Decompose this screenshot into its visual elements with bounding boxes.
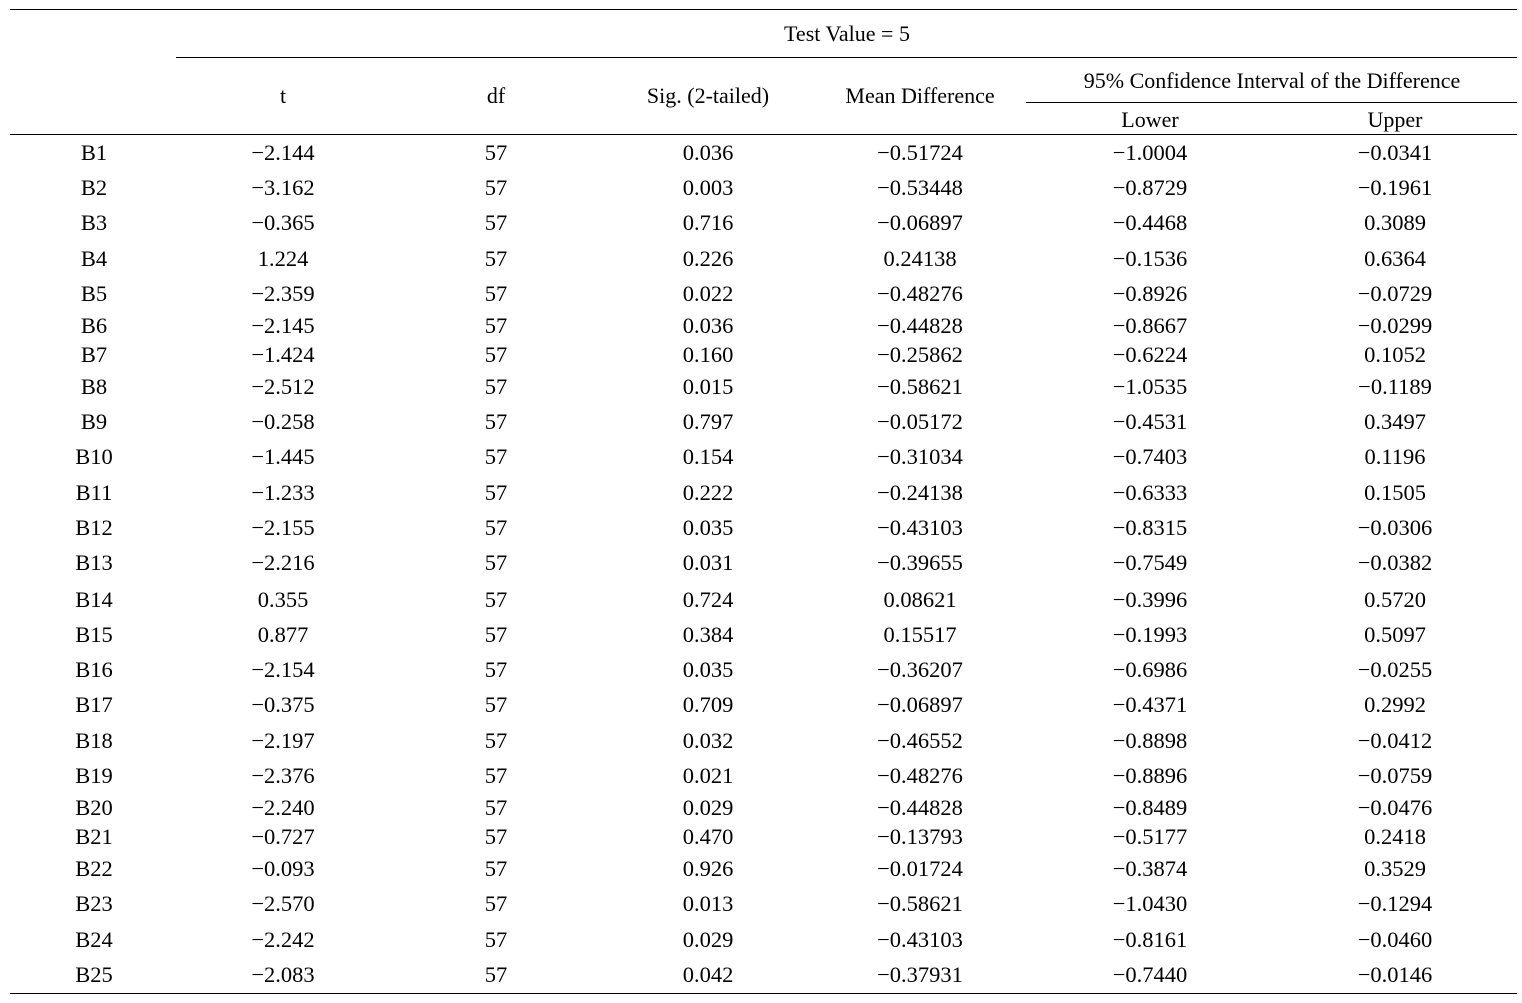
cell-upper: −0.0759 xyxy=(1357,763,1433,788)
cell-upper: 0.3089 xyxy=(1364,210,1426,235)
cell-lower: −0.5177 xyxy=(1112,824,1188,849)
test-value-label: Test Value = 5 xyxy=(784,21,910,46)
cell-mean-difference: −0.36207 xyxy=(877,657,963,682)
cell-df: 57 xyxy=(484,962,508,987)
cell-sig: 0.709 xyxy=(682,692,734,717)
cell-upper: 0.5097 xyxy=(1364,622,1426,647)
cell-t: −1.445 xyxy=(251,444,315,469)
row-label: B24 xyxy=(75,927,113,952)
cell-t: −2.083 xyxy=(251,962,315,987)
cell-upper: −0.0255 xyxy=(1357,657,1433,682)
cell-lower: −0.7403 xyxy=(1112,444,1188,469)
row-label: B1 xyxy=(80,140,108,165)
cell-t: 1.224 xyxy=(257,246,309,271)
cell-t: −0.258 xyxy=(251,409,315,434)
cell-df: 57 xyxy=(484,927,508,952)
row-label: B22 xyxy=(75,856,113,881)
cell-t: 0.877 xyxy=(257,622,309,647)
cell-df: 57 xyxy=(484,444,508,469)
test-value-underline xyxy=(176,57,1517,58)
cell-mean-difference: −0.58621 xyxy=(877,891,963,916)
cell-t: −1.233 xyxy=(251,480,315,505)
cell-df: 57 xyxy=(484,763,508,788)
cell-df: 57 xyxy=(484,313,508,338)
row-label: B7 xyxy=(80,342,108,367)
cell-sig: 0.032 xyxy=(682,728,734,753)
col-header-lower: Lower xyxy=(1121,107,1179,132)
row-label: B20 xyxy=(75,795,113,820)
row-label: B5 xyxy=(80,281,108,306)
cell-df: 57 xyxy=(484,657,508,682)
cell-mean-difference: −0.46552 xyxy=(877,728,963,753)
row-label: B9 xyxy=(80,409,108,434)
cell-df: 57 xyxy=(484,374,508,399)
cell-upper: 0.6364 xyxy=(1364,246,1426,271)
cell-df: 57 xyxy=(484,246,508,271)
cell-lower: −0.6986 xyxy=(1112,657,1188,682)
cell-sig: 0.042 xyxy=(682,962,734,987)
cell-t: −0.093 xyxy=(251,856,315,881)
cell-upper: 0.3529 xyxy=(1364,856,1426,881)
cell-mean-difference: −0.13793 xyxy=(877,824,963,849)
cell-mean-difference: −0.25862 xyxy=(877,342,963,367)
cell-upper: 0.1196 xyxy=(1364,444,1426,469)
cell-lower: −0.8315 xyxy=(1112,515,1188,540)
cell-mean-difference: −0.01724 xyxy=(877,856,963,881)
row-label: B6 xyxy=(80,313,108,338)
cell-lower: −0.6333 xyxy=(1112,480,1188,505)
col-header-ci: 95% Confidence Interval of the Difference xyxy=(1083,68,1461,93)
cell-t: −2.145 xyxy=(251,313,315,338)
cell-df: 57 xyxy=(484,175,508,200)
cell-sig: 0.035 xyxy=(682,515,734,540)
cell-mean-difference: −0.05172 xyxy=(877,409,963,434)
cell-mean-difference: −0.39655 xyxy=(877,550,963,575)
row-label: B18 xyxy=(75,728,113,753)
cell-t: −2.197 xyxy=(251,728,315,753)
cell-upper: −0.0299 xyxy=(1357,313,1433,338)
cell-sig: 0.716 xyxy=(682,210,734,235)
cell-upper: −0.1294 xyxy=(1357,891,1433,916)
cell-t: −0.727 xyxy=(251,824,315,849)
cell-lower: −0.8667 xyxy=(1112,313,1188,338)
cell-sig: 0.003 xyxy=(682,175,734,200)
cell-sig: 0.797 xyxy=(682,409,734,434)
cell-mean-difference: 0.08621 xyxy=(883,587,957,612)
cell-upper: −0.0460 xyxy=(1357,927,1433,952)
cell-sig: 0.226 xyxy=(682,246,734,271)
cell-mean-difference: −0.53448 xyxy=(877,175,963,200)
cell-df: 57 xyxy=(484,281,508,306)
cell-t: −2.512 xyxy=(251,374,315,399)
cell-lower: −0.6224 xyxy=(1112,342,1188,367)
cell-lower: −0.8926 xyxy=(1112,281,1188,306)
cell-mean-difference: 0.15517 xyxy=(883,622,957,647)
cell-lower: −0.8898 xyxy=(1112,728,1188,753)
cell-sig: 0.022 xyxy=(682,281,734,306)
cell-upper: −0.0341 xyxy=(1357,140,1433,165)
cell-mean-difference: −0.51724 xyxy=(877,140,963,165)
cell-lower: −0.3874 xyxy=(1112,856,1188,881)
cell-mean-difference: −0.44828 xyxy=(877,795,963,820)
cell-sig: 0.724 xyxy=(682,587,734,612)
cell-lower: −0.1993 xyxy=(1112,622,1188,647)
cell-lower: −1.0535 xyxy=(1112,374,1188,399)
row-label: B8 xyxy=(80,374,108,399)
cell-t: −2.155 xyxy=(251,515,315,540)
col-header-sig: Sig. (2-tailed) xyxy=(646,83,770,108)
cell-upper: −0.0729 xyxy=(1357,281,1433,306)
cell-sig: 0.036 xyxy=(682,140,734,165)
cell-df: 57 xyxy=(484,795,508,820)
row-label: B14 xyxy=(75,587,113,612)
cell-df: 57 xyxy=(484,587,508,612)
cell-lower: −0.8161 xyxy=(1112,927,1188,952)
cell-df: 57 xyxy=(484,692,508,717)
cell-upper: 0.1052 xyxy=(1364,342,1426,367)
cell-sig: 0.035 xyxy=(682,657,734,682)
cell-t: −3.162 xyxy=(251,175,315,200)
cell-sig: 0.015 xyxy=(682,374,734,399)
cell-df: 57 xyxy=(484,856,508,881)
cell-lower: −1.0430 xyxy=(1112,891,1188,916)
cell-t: −1.424 xyxy=(251,342,315,367)
cell-lower: −0.4531 xyxy=(1112,409,1188,434)
cell-sig: 0.154 xyxy=(682,444,734,469)
row-label: B21 xyxy=(75,824,113,849)
table-bottom-rule xyxy=(10,993,1517,994)
cell-t: −2.359 xyxy=(251,281,315,306)
cell-t: −2.154 xyxy=(251,657,315,682)
cell-mean-difference: −0.37931 xyxy=(877,962,963,987)
row-label: B2 xyxy=(80,175,108,200)
cell-df: 57 xyxy=(484,409,508,434)
cell-t: −0.365 xyxy=(251,210,315,235)
cell-df: 57 xyxy=(484,824,508,849)
cell-df: 57 xyxy=(484,140,508,165)
cell-lower: −0.4371 xyxy=(1112,692,1188,717)
cell-t: −2.376 xyxy=(251,763,315,788)
cell-df: 57 xyxy=(484,891,508,916)
cell-lower: −0.3996 xyxy=(1112,587,1188,612)
cell-t: −2.242 xyxy=(251,927,315,952)
cell-mean-difference: −0.06897 xyxy=(877,210,963,235)
cell-upper: 0.3497 xyxy=(1364,409,1426,434)
cell-sig: 0.470 xyxy=(682,824,734,849)
cell-mean-difference: −0.48276 xyxy=(877,281,963,306)
cell-df: 57 xyxy=(484,622,508,647)
cell-t: −2.144 xyxy=(251,140,315,165)
cell-upper: −0.0476 xyxy=(1357,795,1433,820)
row-label: B17 xyxy=(75,692,113,717)
cell-sig: 0.013 xyxy=(682,891,734,916)
cell-lower: −0.8896 xyxy=(1112,763,1188,788)
cell-mean-difference: −0.44828 xyxy=(877,313,963,338)
row-label: B23 xyxy=(75,891,113,916)
cell-df: 57 xyxy=(484,342,508,367)
cell-df: 57 xyxy=(484,550,508,575)
cell-sig: 0.036 xyxy=(682,313,734,338)
cell-mean-difference: −0.24138 xyxy=(877,480,963,505)
cell-upper: −0.0382 xyxy=(1357,550,1433,575)
cell-df: 57 xyxy=(484,480,508,505)
col-header-mean-difference: Mean Difference xyxy=(845,83,995,108)
cell-mean-difference: 0.24138 xyxy=(883,246,957,271)
cell-mean-difference: −0.43103 xyxy=(877,927,963,952)
cell-sig: 0.926 xyxy=(682,856,734,881)
cell-upper: −0.0412 xyxy=(1357,728,1433,753)
table-top-rule xyxy=(10,9,1517,10)
cell-sig: 0.160 xyxy=(682,342,734,367)
cell-t: 0.355 xyxy=(257,587,309,612)
header-bottom-rule xyxy=(10,134,1517,135)
cell-mean-difference: −0.48276 xyxy=(877,763,963,788)
col-header-df: df xyxy=(486,83,506,108)
cell-lower: −0.1536 xyxy=(1112,246,1188,271)
cell-upper: −0.0306 xyxy=(1357,515,1433,540)
row-label: B13 xyxy=(75,550,113,575)
cell-upper: 0.2992 xyxy=(1364,692,1426,717)
row-label: B12 xyxy=(75,515,113,540)
cell-upper: 0.2418 xyxy=(1364,824,1426,849)
row-label: B11 xyxy=(75,480,113,505)
cell-mean-difference: −0.43103 xyxy=(877,515,963,540)
cell-t: −2.240 xyxy=(251,795,315,820)
cell-lower: −0.7549 xyxy=(1112,550,1188,575)
cell-t: −0.375 xyxy=(251,692,315,717)
cell-df: 57 xyxy=(484,515,508,540)
cell-lower: −0.8489 xyxy=(1112,795,1188,820)
row-label: B10 xyxy=(75,444,113,469)
row-label: B16 xyxy=(75,657,113,682)
cell-upper: 0.5720 xyxy=(1364,587,1426,612)
cell-lower: −0.7440 xyxy=(1112,962,1188,987)
cell-upper: −0.1189 xyxy=(1358,374,1432,399)
cell-df: 57 xyxy=(484,728,508,753)
row-label: B4 xyxy=(80,246,108,271)
cell-sig: 0.021 xyxy=(682,763,734,788)
cell-upper: 0.1505 xyxy=(1364,480,1426,505)
cell-t: −2.216 xyxy=(251,550,315,575)
cell-mean-difference: −0.58621 xyxy=(877,374,963,399)
col-header-upper: Upper xyxy=(1367,107,1423,132)
cell-sig: 0.031 xyxy=(682,550,734,575)
row-label: B15 xyxy=(75,622,113,647)
row-label: B19 xyxy=(75,763,113,788)
cell-lower: −0.4468 xyxy=(1112,210,1188,235)
cell-sig: 0.029 xyxy=(682,927,734,952)
col-header-t: t xyxy=(279,83,287,108)
row-label: B25 xyxy=(75,962,113,987)
cell-sig: 0.384 xyxy=(682,622,734,647)
cell-df: 57 xyxy=(484,210,508,235)
cell-t: −2.570 xyxy=(251,891,315,916)
cell-mean-difference: −0.31034 xyxy=(877,444,963,469)
cell-sig: 0.029 xyxy=(682,795,734,820)
cell-mean-difference: −0.06897 xyxy=(877,692,963,717)
ci-underline xyxy=(1026,102,1517,103)
cell-sig: 0.222 xyxy=(682,480,734,505)
cell-lower: −1.0004 xyxy=(1112,140,1188,165)
cell-upper: −0.0146 xyxy=(1357,962,1433,987)
cell-upper: −0.1961 xyxy=(1357,175,1433,200)
row-label: B3 xyxy=(80,210,108,235)
cell-lower: −0.8729 xyxy=(1112,175,1188,200)
